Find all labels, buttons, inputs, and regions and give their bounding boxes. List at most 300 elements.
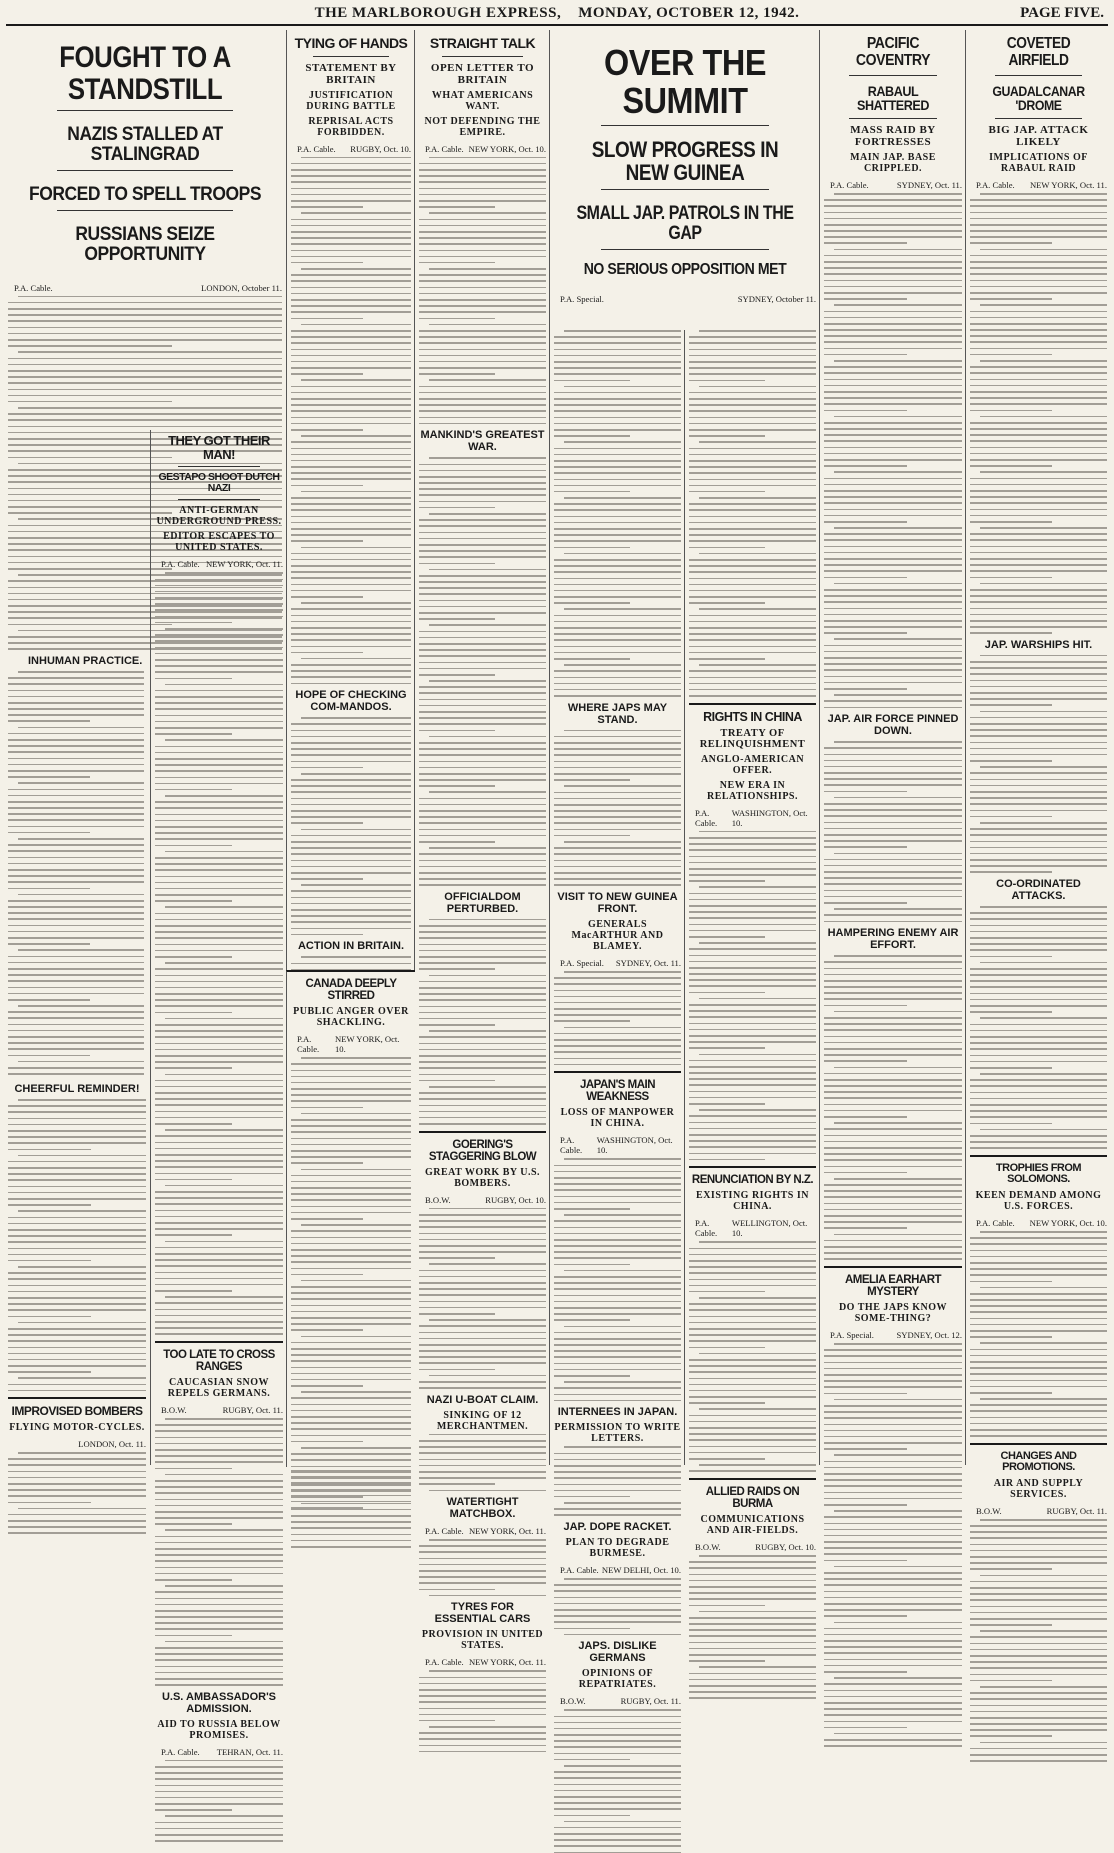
text-line — [834, 1454, 962, 1456]
dutchnazi-headline: THEY GOT THEIR MAN! — [168, 433, 270, 462]
text-line — [18, 727, 144, 729]
stalingrad-sub-cheerful: CHEERFUL REMINDER! — [14, 1083, 140, 1095]
text-line — [834, 360, 962, 362]
text-line — [970, 428, 1107, 430]
text-line — [689, 534, 816, 536]
text-line — [291, 639, 411, 641]
text-line — [970, 335, 1107, 337]
text-line — [824, 834, 962, 836]
text-line — [155, 1228, 283, 1230]
text-line — [419, 968, 495, 970]
text-line — [8, 912, 144, 914]
text-line — [834, 471, 962, 473]
text-line — [8, 1291, 146, 1293]
tying-dateline: P.A. Cable. RUGBY, Oct. 10. — [297, 143, 411, 154]
text-line — [824, 273, 962, 275]
text-line — [824, 1079, 962, 1081]
text-line — [18, 1266, 146, 1268]
text-line — [18, 351, 282, 353]
text-line — [689, 1433, 816, 1435]
text-line — [824, 974, 962, 976]
stalingrad-sub-flying: FLYING MOTOR-CYCLES. — [9, 1422, 145, 1433]
text-line — [834, 1343, 962, 1345]
text-line — [291, 683, 411, 685]
text-line — [291, 730, 411, 732]
text-line — [419, 470, 546, 472]
text-line — [165, 1760, 283, 1762]
text-line — [554, 398, 681, 400]
text-line — [970, 1024, 1107, 1026]
text-line — [419, 931, 546, 933]
text-line — [8, 943, 90, 945]
text-line — [291, 1261, 411, 1263]
text-line — [554, 1802, 681, 1804]
text-line — [419, 999, 546, 1001]
text-line — [689, 1334, 816, 1336]
text-line — [689, 454, 816, 456]
text-line — [824, 1547, 962, 1549]
text-line — [689, 1371, 816, 1373]
text-line — [291, 423, 411, 425]
text-line — [301, 956, 411, 958]
stalingrad-subhead: NAZIS STALLED AT STALINGRAD — [67, 124, 223, 165]
text-line — [419, 1545, 546, 1547]
text-line — [970, 791, 1107, 793]
text-line — [165, 1641, 283, 1643]
text-line — [419, 1582, 546, 1584]
text-line — [155, 603, 283, 605]
text-line — [554, 1722, 681, 1724]
text-line — [824, 645, 962, 647]
text-line — [564, 1502, 681, 1504]
text-line — [834, 527, 962, 529]
text-line — [8, 1371, 91, 1373]
text-line — [8, 925, 144, 927]
text-line — [824, 1073, 962, 1075]
text-line — [824, 311, 962, 313]
text-line — [419, 730, 495, 732]
guadal-kicker-2: IMPLICATIONS OF RABAUL RAID — [989, 151, 1088, 174]
text-line — [689, 349, 816, 351]
solomons-body — [970, 1231, 1107, 1437]
text-line — [554, 1220, 681, 1222]
text-line — [970, 723, 1107, 725]
text-line — [970, 943, 1107, 945]
text-line — [970, 1717, 1107, 1719]
text-line — [155, 1055, 283, 1057]
text-line — [824, 1196, 962, 1198]
text-line — [824, 778, 962, 780]
text-line — [8, 1111, 146, 1113]
text-line — [291, 225, 411, 227]
japweak-kicker: LOSS OF MANPOWER IN CHINA. — [560, 1107, 675, 1130]
text-line — [689, 1128, 816, 1130]
text-line — [291, 748, 411, 750]
text-line — [689, 1254, 816, 1256]
text-line — [8, 807, 144, 809]
text-line — [291, 256, 411, 258]
text-line — [419, 299, 546, 301]
burma-dateline: B.O.W. RUGBY, Oct. 10. — [695, 1542, 816, 1553]
text-line — [155, 758, 283, 760]
text-line — [155, 1573, 283, 1575]
text-line — [8, 1241, 146, 1243]
text-line — [155, 746, 283, 748]
text-line — [554, 1508, 681, 1510]
text-line — [970, 1135, 1107, 1137]
text-line — [291, 163, 411, 165]
text-line — [824, 791, 907, 793]
text-line — [8, 1198, 146, 1200]
text-line — [824, 286, 962, 288]
text-line — [291, 804, 411, 806]
text-line — [689, 1384, 816, 1386]
text-line — [824, 539, 962, 541]
text-line — [419, 1098, 546, 1100]
text-line — [980, 655, 1107, 657]
rabaul-body-3 — [824, 955, 962, 1260]
text-line — [419, 686, 546, 688]
text-line — [970, 440, 1107, 442]
japweak-sub-germans-kicker: OPINIONS OF REPATRIATES. — [578, 1668, 657, 1691]
text-line — [824, 1246, 962, 1248]
text-line — [554, 1177, 681, 1179]
text-line — [8, 739, 144, 741]
text-line — [419, 1338, 546, 1340]
text-line — [419, 1714, 546, 1716]
text-line — [689, 992, 765, 994]
text-line — [970, 434, 1107, 436]
text-line — [554, 509, 681, 511]
text-line — [419, 1738, 546, 1740]
text-line — [554, 822, 681, 824]
text-line — [419, 373, 495, 375]
text-line — [970, 1404, 1107, 1406]
text-line — [564, 1214, 681, 1216]
text-line — [564, 971, 681, 973]
text-line — [554, 1771, 681, 1773]
text-line — [155, 863, 283, 865]
text-line — [689, 417, 816, 419]
text-line — [824, 1215, 962, 1217]
text-line — [8, 401, 172, 403]
text-line — [155, 1517, 283, 1519]
text-line — [824, 1147, 962, 1149]
text-line — [970, 1067, 1052, 1069]
text-line — [429, 157, 546, 159]
text-line — [291, 1496, 363, 1498]
text-line — [689, 1134, 816, 1136]
text-line — [970, 1748, 1107, 1750]
newspaper-page — [4, 30, 1110, 1757]
text-line — [824, 766, 962, 768]
text-line — [419, 878, 546, 880]
text-line — [155, 1067, 232, 1069]
text-line — [291, 361, 411, 363]
text-line — [429, 1030, 546, 1032]
text-line — [429, 1726, 546, 1728]
text-line — [824, 1048, 962, 1050]
text-line — [970, 1674, 1107, 1676]
text-line — [8, 683, 144, 685]
text-line — [980, 249, 1107, 251]
text-line — [834, 416, 962, 418]
text-line — [291, 540, 363, 542]
text-line — [980, 1398, 1107, 1400]
text-line — [291, 791, 411, 793]
text-line — [291, 584, 411, 586]
text-line — [824, 846, 907, 848]
text-line — [155, 616, 283, 618]
text-line — [554, 565, 681, 567]
text-line — [155, 1424, 283, 1426]
text-line — [970, 1274, 1107, 1276]
text-line — [301, 547, 411, 549]
canada-kicker: PUBLIC ANGER OVER SHACKLING. — [293, 1006, 409, 1029]
text-line — [291, 1156, 411, 1158]
text-line — [291, 250, 411, 252]
text-line — [970, 1110, 1107, 1112]
text-line — [419, 1564, 546, 1566]
text-line — [824, 632, 907, 634]
text-line — [689, 584, 816, 586]
text-line — [291, 1435, 411, 1437]
text-line — [970, 1435, 1107, 1437]
text-line — [980, 471, 1107, 473]
text-line — [824, 992, 962, 994]
text-line — [689, 540, 816, 542]
text-line — [291, 503, 411, 505]
text-line — [155, 1653, 283, 1655]
text-line — [155, 1840, 283, 1842]
text-line — [18, 1005, 144, 1007]
text-line — [155, 597, 283, 599]
text-line — [824, 1017, 962, 1019]
text-line — [429, 1434, 546, 1436]
text-line — [824, 669, 962, 671]
guadal-body — [970, 193, 1107, 634]
text-line — [165, 851, 283, 853]
text-line — [689, 1066, 816, 1068]
text-line — [824, 1516, 962, 1518]
text-line — [824, 1042, 962, 1044]
stalingrad-headline: FOUGHT TO A STANDSTILL — [59, 41, 231, 106]
text-line — [970, 1262, 1107, 1264]
text-line — [291, 571, 411, 573]
text-line — [419, 507, 495, 509]
text-line — [8, 308, 282, 310]
text-line — [291, 1367, 411, 1369]
text-line — [689, 1402, 765, 1404]
text-line — [689, 1340, 816, 1342]
text-line — [8, 302, 282, 304]
text-line — [8, 980, 144, 982]
text-line — [8, 1458, 146, 1460]
text-line — [291, 553, 411, 555]
text-line — [970, 779, 1107, 781]
text-line — [155, 702, 283, 704]
text-line — [155, 814, 283, 816]
text-line — [824, 1739, 962, 1741]
text-line — [155, 838, 283, 840]
text-line — [554, 584, 681, 586]
text-line — [970, 1349, 1107, 1351]
text-line — [824, 1209, 962, 1211]
text-line — [8, 1011, 144, 1013]
text-line — [824, 1159, 962, 1161]
text-line — [165, 1018, 283, 1020]
text-line — [419, 1720, 495, 1722]
text-line — [699, 1555, 816, 1557]
text-line — [970, 1544, 1107, 1546]
text-line — [429, 569, 546, 571]
text-line — [155, 1486, 283, 1488]
text-line — [155, 640, 283, 642]
text-line — [824, 348, 962, 350]
text-line — [824, 871, 962, 873]
text-line — [824, 1411, 962, 1413]
text-line — [824, 212, 962, 214]
text-line — [824, 1479, 962, 1481]
text-line — [824, 1591, 962, 1593]
text-line — [970, 1392, 1052, 1394]
text-line — [970, 1723, 1107, 1725]
text-line — [155, 1321, 283, 1323]
text-line — [564, 841, 681, 843]
text-line — [8, 956, 144, 958]
text-line — [554, 435, 630, 437]
text-line — [824, 1628, 962, 1630]
stalingrad-dateline: P.A. Cable. LONDON, October 11. — [14, 282, 282, 293]
text-line — [554, 1514, 681, 1516]
text-line — [554, 485, 681, 487]
text-line — [291, 1100, 411, 1102]
text-line — [689, 1396, 816, 1398]
text-line — [155, 665, 283, 667]
text-line — [8, 1124, 146, 1126]
text-line — [291, 860, 411, 862]
text-line — [554, 1313, 681, 1315]
text-line — [301, 1503, 411, 1505]
text-line — [970, 937, 1107, 939]
text-line — [970, 292, 1107, 294]
text-line — [689, 1303, 816, 1305]
text-line — [155, 1222, 283, 1224]
text-line — [8, 962, 144, 964]
text-line — [8, 1260, 91, 1262]
text-line — [824, 564, 962, 566]
text-line — [155, 1785, 283, 1787]
text-line — [155, 783, 283, 785]
text-line — [554, 1845, 681, 1847]
china-body — [689, 831, 816, 1161]
text-line — [291, 194, 411, 196]
text-line — [291, 1305, 411, 1307]
text-line — [824, 1640, 962, 1642]
text-line — [824, 1153, 962, 1155]
text-line — [689, 1029, 816, 1031]
text-line — [970, 1250, 1107, 1252]
text-line — [970, 667, 1107, 669]
text-line — [419, 330, 546, 332]
text-line — [419, 1369, 495, 1371]
text-line — [970, 1754, 1107, 1756]
text-line — [291, 736, 411, 738]
text-line — [291, 534, 411, 536]
text-line — [824, 1714, 962, 1716]
text-line — [689, 843, 816, 845]
text-line — [155, 876, 283, 878]
text-line — [8, 819, 144, 821]
text-line — [689, 1617, 816, 1619]
text-line — [970, 968, 1107, 970]
canada-dateline: P.A. Cable. NEW YORK, Oct. 10. — [297, 1034, 400, 1055]
text-line — [155, 1154, 283, 1156]
text-line — [824, 292, 962, 294]
text-line — [291, 853, 411, 855]
text-line — [824, 1721, 962, 1723]
straight-subhead: OPEN LETTER TO BRITAIN — [430, 61, 535, 86]
text-line — [834, 304, 962, 306]
text-line — [824, 1362, 962, 1364]
text-line — [689, 355, 816, 357]
text-line — [689, 1623, 816, 1625]
text-line — [291, 1459, 411, 1461]
text-line — [8, 339, 282, 341]
text-line — [301, 602, 411, 604]
text-line — [689, 596, 816, 598]
text-line — [429, 268, 546, 270]
text-line — [554, 466, 681, 468]
text-line — [419, 1381, 546, 1383]
stalingrad-deck-2: RUSSIANS SEIZE OPPORTUNITY — [75, 223, 215, 265]
text-line — [155, 1560, 283, 1562]
text-line — [155, 987, 283, 989]
text-line — [554, 866, 681, 868]
text-line — [291, 1193, 411, 1195]
text-line — [155, 826, 283, 828]
text-line — [689, 1697, 816, 1699]
text-line — [970, 422, 1107, 424]
text-line — [970, 1587, 1107, 1589]
text-line — [8, 1285, 146, 1287]
text-line — [554, 1064, 681, 1066]
text-line — [834, 853, 962, 855]
text-line — [970, 589, 1107, 591]
issue-date: MONDAY, OCTOBER 12, 1942. — [578, 5, 800, 21]
text-line — [155, 1135, 283, 1137]
japweak-dateline: P.A. Cable. WASHINGTON, Oct. 10. — [560, 1135, 673, 1156]
text-line — [554, 342, 681, 344]
text-line — [155, 820, 283, 822]
text-line — [301, 491, 411, 493]
text-line — [8, 358, 282, 360]
text-line — [980, 304, 1107, 306]
text-line — [554, 652, 681, 654]
text-line — [291, 822, 363, 824]
text-line — [165, 1074, 283, 1076]
text-line — [970, 986, 1107, 988]
text-line — [554, 872, 681, 874]
text-line — [291, 231, 411, 233]
text-line — [155, 1616, 283, 1618]
text-line — [429, 1490, 546, 1492]
text-line — [834, 955, 962, 957]
tying-headline: TYING OF HANDS — [294, 35, 408, 51]
text-line — [155, 845, 232, 847]
text-line — [419, 1362, 546, 1364]
text-line — [291, 342, 411, 344]
